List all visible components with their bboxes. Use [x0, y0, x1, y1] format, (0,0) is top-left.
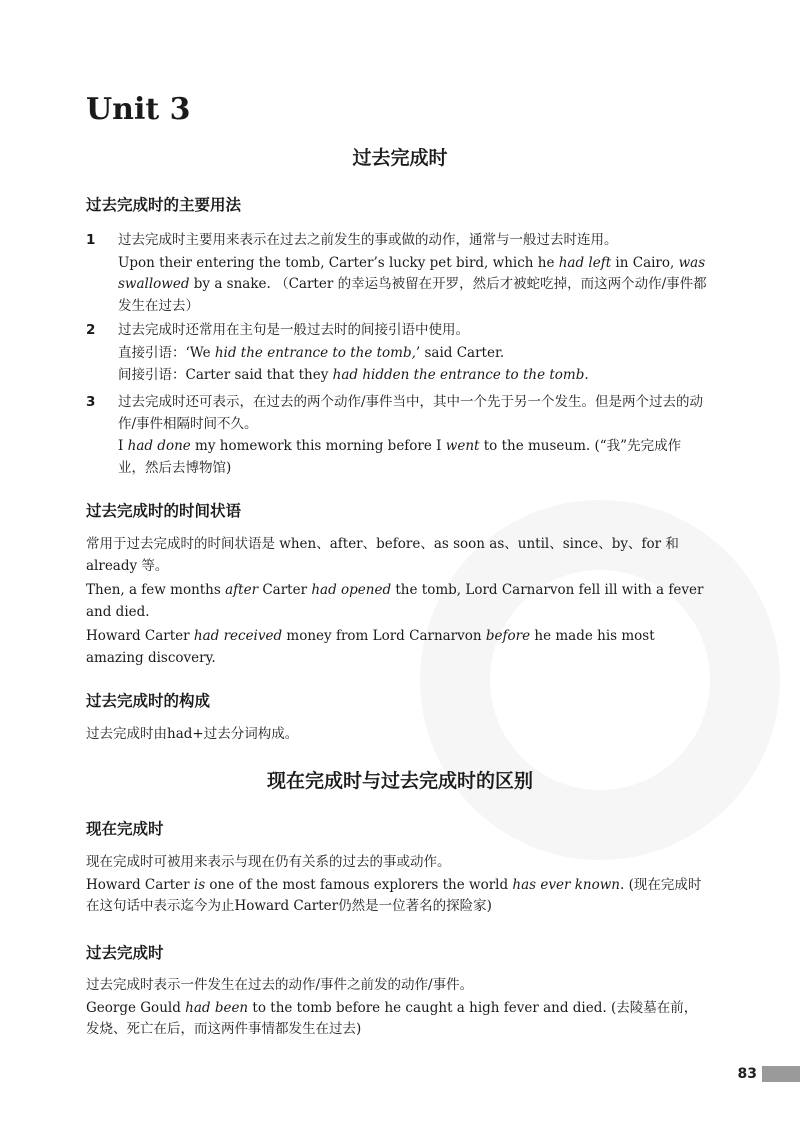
- past-perfect-example: George Gould had been to the tomb before he caught a high fever and died. (去陵墓在前，发烧、死亡在后，而这两件事情都发生在过去): [86, 999, 698, 1037]
- present-perfect-example: Howard Carter is one of the most famous explorers the world has ever known. (现在完成时在这句话中表示迄今为止Howard Carter仍然是一位著名的探险家): [86, 876, 702, 914]
- heading-main-usage: 过去完成时的主要用法: [86, 196, 242, 214]
- usage-item-2: [86, 320, 708, 387]
- page-number: 83: [737, 1066, 757, 1082]
- section-title-comparison: 现在完成时与过去完成时的区别: [266, 770, 533, 792]
- page-number-bar: [762, 1066, 800, 1082]
- time-adverbial-example-1: Then, a few months after Carter had opened the tomb, Lord Carnarvon fell ill with a fever and died.: [86, 582, 704, 620]
- usage-example: Upon their entering the tomb, Carter’s lucky pet bird, which he had left in Cairo, was swallowed by a snake. （Carter 的幸运鸟被留在开罗，然后才被蛇吃掉，而这两个动作/事件都发生在过去）: [118, 254, 707, 314]
- page-footer: [738, 1064, 800, 1084]
- past-perfect-section: [86, 975, 708, 1042]
- usage-example: I had done my homework this morning before I went to the museum. (“我”先完成作业，然后去博物馆): [118, 438, 682, 476]
- usage-rule: 过去完成时还常用在主句是一般过去时的间接引语中使用。: [118, 322, 469, 338]
- indirect-speech-example: 间接引语：Carter said that they had hidden the entrance to the tomb.: [118, 367, 589, 383]
- time-adverbial-example-2: Howard Carter had received money from Lord Carnarvon before he made his most amazing discovery.: [86, 628, 655, 666]
- usage-item-3: [86, 392, 708, 479]
- time-adverbials-intro: 常用于过去完成时的时间状语是 when、after、before、as soon as、until、since、by、for 和already 等。: [86, 536, 679, 574]
- heading-present-perfect: 现在完成时: [86, 820, 164, 838]
- unit-title: Unit 3: [86, 92, 191, 127]
- direct-speech-example: 直接引语：‘We hid the entrance to the tomb,’ said Carter.: [118, 344, 505, 361]
- item-number: 2: [86, 322, 96, 338]
- item-number: 1: [86, 232, 96, 248]
- past-perfect-text: 过去完成时表示一件发生在过去的动作/事件之前发的动作/事件。: [86, 977, 474, 993]
- usage-rule: 过去完成时还可表示，在过去的两个动作/事件当中，其中一个先于另一个发生。但是两个过去的动作/事件相隔时间不久。: [118, 394, 704, 432]
- heading-formation: 过去完成时的构成: [86, 692, 211, 710]
- heading-time-adverbials: 过去完成时的时间状语: [86, 502, 242, 520]
- usage-rule: 过去完成时主要用来表示在过去之前发生的事或做的动作，通常与一般过去时连用。: [118, 232, 618, 248]
- item-number: 3: [86, 394, 96, 410]
- time-adverbials-section: [86, 534, 708, 670]
- formation-text: 过去完成时由had+过去分词构成。: [86, 726, 299, 742]
- heading-past-perfect: 过去完成时: [86, 944, 164, 962]
- present-perfect-section: [86, 852, 708, 919]
- present-perfect-text: 现在完成时可被用来表示与现在仍有关系的过去的事或动作。: [86, 854, 451, 870]
- usage-item-1: [86, 230, 708, 317]
- section-title-past-perfect: 过去完成时: [352, 147, 448, 169]
